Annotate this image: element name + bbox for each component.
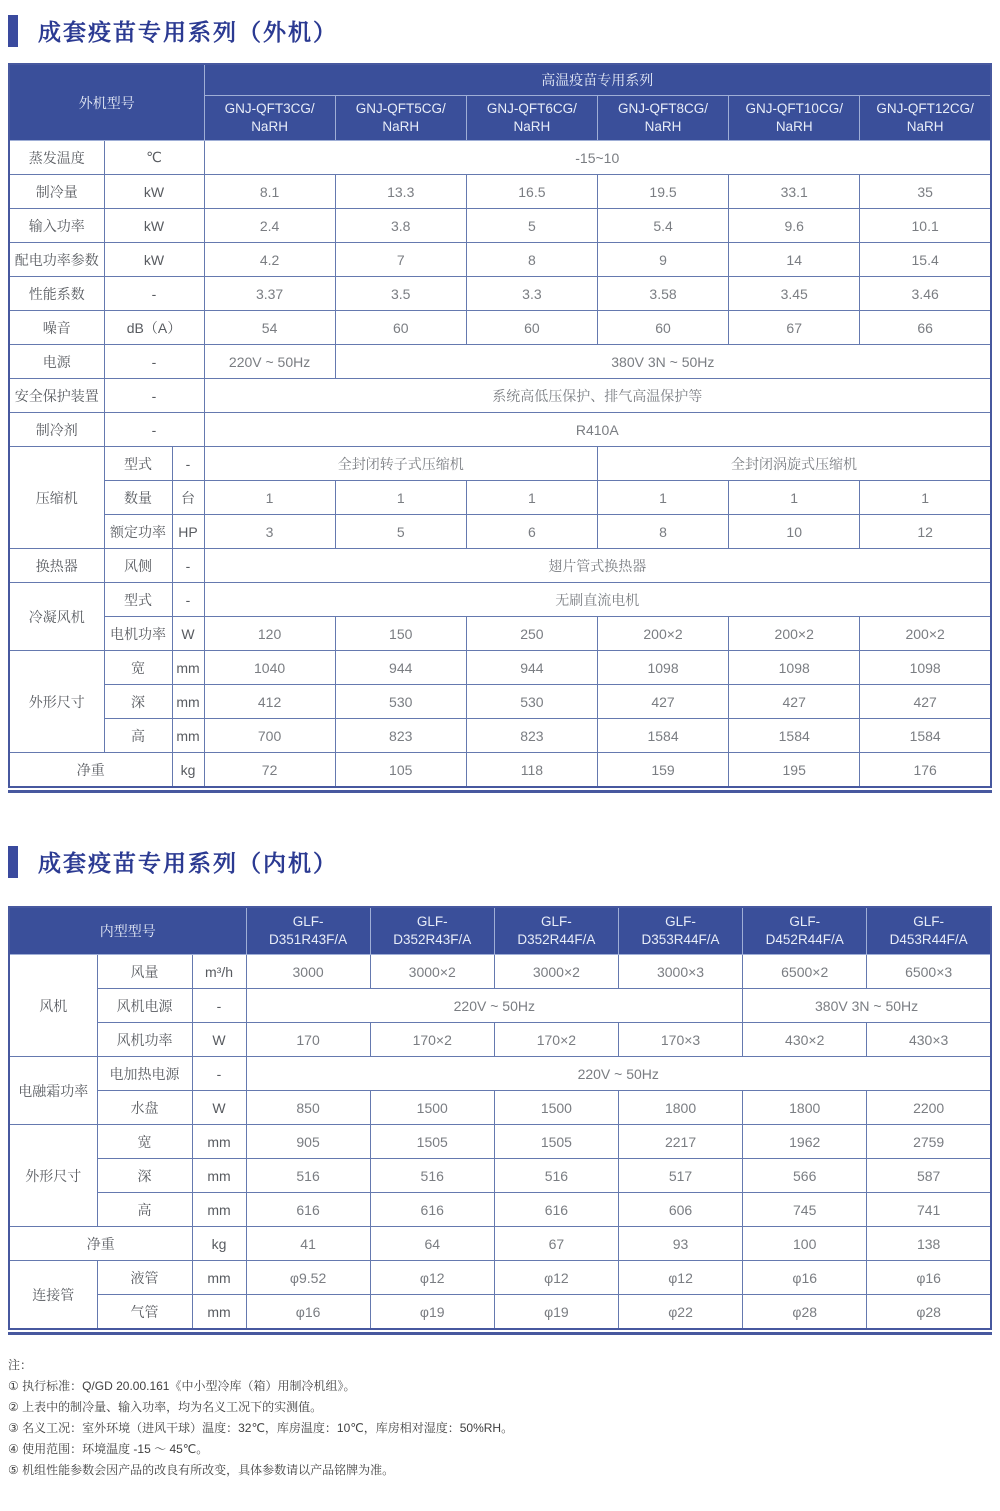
row-unit: kg <box>172 753 204 788</box>
row-unit: W <box>172 617 204 651</box>
value-cell: -15~10 <box>204 141 991 175</box>
value-cell: 1800 <box>618 1091 742 1125</box>
model-header <box>246 907 370 955</box>
indoor-section-title <box>8 845 992 878</box>
outdoor-table-wrap <box>8 63 992 793</box>
value-cell: 3.8 <box>335 209 466 243</box>
value-cell: 105 <box>335 753 466 788</box>
row-unit: kg <box>192 1227 246 1261</box>
value-cell: 170×3 <box>618 1023 742 1057</box>
footnote-title: 注： <box>8 1358 33 1372</box>
value-cell: 66 <box>860 311 991 345</box>
footnote-item: ④ 使用范围：环境温度 -15 ～ 45℃。 <box>8 1442 209 1456</box>
series-header: 高温疫苗专用系列 <box>204 64 991 96</box>
row-unit: - <box>104 345 204 379</box>
row-airflow <box>9 955 991 989</box>
sub-label: 风量 <box>97 955 192 989</box>
row-dim-width <box>9 1125 991 1159</box>
value-cell: 430×2 <box>743 1023 867 1057</box>
value-cell: 7 <box>335 243 466 277</box>
model-header <box>370 907 494 955</box>
row-compressor-qty <box>9 481 991 515</box>
value-cell: 944 <box>335 651 466 685</box>
model-header <box>729 96 860 141</box>
value-cell: 6 <box>466 515 597 549</box>
value-cell: 8 <box>597 515 728 549</box>
value-cell: 3000×3 <box>618 955 742 989</box>
value-cell: 1584 <box>729 719 860 753</box>
row-unit: kW <box>104 209 204 243</box>
value-cell: 120 <box>204 617 335 651</box>
value-cell: 517 <box>618 1159 742 1193</box>
value-cell: 1 <box>204 481 335 515</box>
sub-label: 电机功率 <box>104 617 172 651</box>
value-cell: 3.46 <box>860 277 991 311</box>
row-power-supply <box>9 345 991 379</box>
value-cell: 1 <box>860 481 991 515</box>
value-cell: 823 <box>335 719 466 753</box>
row-unit: mm <box>192 1159 246 1193</box>
sub-label: 数量 <box>104 481 172 515</box>
value-cell: 2759 <box>867 1125 991 1159</box>
row-net-weight <box>9 753 991 788</box>
value-cell: 35 <box>860 175 991 209</box>
group-label: 外形尺寸 <box>9 651 104 753</box>
row-label: 制冷剂 <box>9 413 104 447</box>
model-line1: GLF- <box>789 913 821 929</box>
title-accent-bar <box>8 15 18 47</box>
row-label: 净重 <box>9 1227 192 1261</box>
value-cell: 93 <box>618 1227 742 1261</box>
group-label: 压缩机 <box>9 447 104 549</box>
row-label: 配电功率参数 <box>9 243 104 277</box>
model-line2: NaRH <box>644 119 682 134</box>
value-cell: 3000 <box>246 955 370 989</box>
value-cell: 1800 <box>743 1091 867 1125</box>
model-line1: GNJ-QFT5CG/ <box>355 100 446 116</box>
row-fan-power-supply <box>9 989 991 1023</box>
model-line1: GLF- <box>541 913 572 929</box>
row-dim-depth <box>9 685 991 719</box>
row-unit: mm <box>192 1261 246 1295</box>
model-line1: GLF- <box>665 913 696 929</box>
value-cell: 2.4 <box>204 209 335 243</box>
value-cell: 16.5 <box>466 175 597 209</box>
row-input-power <box>9 209 991 243</box>
value-cell: 380V 3N ~ 50Hz <box>743 989 991 1023</box>
row-unit: W <box>192 1091 246 1125</box>
sub-label: 宽 <box>104 651 172 685</box>
value-cell: 1505 <box>494 1125 618 1159</box>
value-cell: 850 <box>246 1091 370 1125</box>
sub-label: 气管 <box>97 1295 192 1330</box>
group-label: 冷凝风机 <box>9 583 104 651</box>
value-cell: 1584 <box>860 719 991 753</box>
sub-label: 型式 <box>104 583 172 617</box>
value-cell: 427 <box>729 685 860 719</box>
sub-label: 风机功率 <box>97 1023 192 1057</box>
row-dim-depth <box>9 1159 991 1193</box>
value-cell: 5 <box>466 209 597 243</box>
row-unit: - <box>104 379 204 413</box>
row-compressor-hp <box>9 515 991 549</box>
row-unit: mm <box>192 1193 246 1227</box>
sub-label: 高 <box>97 1193 192 1227</box>
value-cell: φ19 <box>370 1295 494 1330</box>
value-cell: 587 <box>867 1159 991 1193</box>
model-line1: GLF- <box>913 913 945 929</box>
row-unit: 台 <box>172 481 204 515</box>
value-cell: 12 <box>860 515 991 549</box>
page-title-indoor: 成套疫苗专用系列（内机） <box>38 850 338 876</box>
model-line1: GNJ-QFT8CG/ <box>618 100 709 116</box>
row-dim-height <box>9 1193 991 1227</box>
value-cell: 380V 3N ~ 50Hz <box>335 345 991 379</box>
model-header <box>494 907 618 955</box>
value-cell: 700 <box>204 719 335 753</box>
value-cell: 516 <box>494 1159 618 1193</box>
value-cell: 13.3 <box>335 175 466 209</box>
group-label: 电融霜功率 <box>9 1057 97 1125</box>
sub-label: 风机电源 <box>97 989 192 1023</box>
value-cell: 64 <box>370 1227 494 1261</box>
page-title-outdoor: 成套疫苗专用系列（外机） <box>38 19 338 45</box>
row-dim-width <box>9 651 991 685</box>
value-cell: 2200 <box>867 1091 991 1125</box>
outdoor-header-row-1 <box>9 64 991 96</box>
indoor-table-wrap <box>8 906 992 1335</box>
model-line2: D352R43F/A <box>393 932 472 947</box>
value-cell: 翅片管式换热器 <box>204 549 991 583</box>
value-cell: 41 <box>246 1227 370 1261</box>
model-line2: D453R44F/A <box>889 932 968 947</box>
row-compressor-type <box>9 447 991 481</box>
value-cell: 220V ~ 50Hz <box>246 1057 991 1091</box>
footnote-item: ⑤ 机组性能参数会因产品的改良有所改变，具体参数请以产品铭牌为准。 <box>8 1463 395 1477</box>
value-cell: 530 <box>335 685 466 719</box>
value-cell: 4.2 <box>204 243 335 277</box>
value-cell: 15.4 <box>860 243 991 277</box>
value-cell: 1500 <box>494 1091 618 1125</box>
value-cell: φ22 <box>618 1295 742 1330</box>
row-unit: mm <box>192 1295 246 1330</box>
value-cell: 6500×3 <box>867 955 991 989</box>
value-cell: 427 <box>860 685 991 719</box>
value-cell: 1 <box>597 481 728 515</box>
value-cell: 33.1 <box>729 175 860 209</box>
value-cell: 170×2 <box>370 1023 494 1057</box>
value-cell: 516 <box>246 1159 370 1193</box>
value-cell: 200×2 <box>860 617 991 651</box>
row-unit: mm <box>172 685 204 719</box>
value-cell: 138 <box>867 1227 991 1261</box>
row-unit: kW <box>104 175 204 209</box>
row-condenser-fan-type <box>9 583 991 617</box>
row-drain-pan <box>9 1091 991 1125</box>
value-cell: 8.1 <box>204 175 335 209</box>
value-cell: 67 <box>729 311 860 345</box>
value-cell: 170 <box>246 1023 370 1057</box>
row-safety-protection <box>9 379 991 413</box>
value-cell: 3.45 <box>729 277 860 311</box>
model-header <box>618 907 742 955</box>
value-cell: 200×2 <box>597 617 728 651</box>
row-label: 噪音 <box>9 311 104 345</box>
model-line1: GLF- <box>292 913 324 929</box>
outdoor-spec-table <box>8 63 992 788</box>
model-line2: NaRH <box>251 119 288 134</box>
row-refrigerant <box>9 413 991 447</box>
row-unit: - <box>192 989 246 1023</box>
row-cooling-capacity <box>9 175 991 209</box>
model-line2: D452R44F/A <box>765 932 844 947</box>
sub-label: 高 <box>104 719 172 753</box>
row-unit: dB（A） <box>104 311 204 345</box>
value-cell: 无刷直流电机 <box>204 583 991 617</box>
value-cell: 67 <box>494 1227 618 1261</box>
value-cell: 60 <box>335 311 466 345</box>
model-line2: NaRH <box>513 119 551 134</box>
value-cell: 616 <box>494 1193 618 1227</box>
row-heater-power-supply <box>9 1057 991 1091</box>
value-cell: 170×2 <box>494 1023 618 1057</box>
value-cell: 54 <box>204 311 335 345</box>
title-accent-bar <box>8 846 18 878</box>
value-cell: 530 <box>466 685 597 719</box>
model-line2: D353R44F/A <box>641 932 720 947</box>
value-cell: φ12 <box>370 1261 494 1295</box>
value-cell: 118 <box>466 753 597 788</box>
sub-label: 深 <box>97 1159 192 1193</box>
corner-header: 外机型号 <box>9 64 204 141</box>
value-cell: 430×3 <box>867 1023 991 1057</box>
value-cell: 1962 <box>743 1125 867 1159</box>
group-label: 连接管 <box>9 1261 97 1330</box>
row-label: 安全保护装置 <box>9 379 104 413</box>
value-cell: 159 <box>597 753 728 788</box>
value-cell: 195 <box>729 753 860 788</box>
outdoor-section-title <box>8 14 992 47</box>
row-label: 输入功率 <box>9 209 104 243</box>
value-cell: φ9.52 <box>246 1261 370 1295</box>
row-unit: mm <box>172 719 204 753</box>
value-cell: φ19 <box>494 1295 618 1330</box>
value-cell: 60 <box>597 311 728 345</box>
value-cell: 19.5 <box>597 175 728 209</box>
footnote-item: ① 执行标准：Q/GD 20.00.161《中小型冷库（箱）用制冷机组》。 <box>8 1379 356 1393</box>
row-distribution-power <box>9 243 991 277</box>
footnotes <box>8 1355 992 1481</box>
model-line1: GNJ-QFT12CG/ <box>876 100 974 116</box>
group-label: 外形尺寸 <box>9 1125 97 1227</box>
model-header <box>867 907 991 955</box>
value-cell: 1098 <box>729 651 860 685</box>
indoor-spec-table <box>8 906 992 1330</box>
value-cell: 8 <box>466 243 597 277</box>
row-unit: ℃ <box>104 141 204 175</box>
model-line2: NaRH <box>906 119 944 134</box>
value-cell: 944 <box>466 651 597 685</box>
value-cell: 1500 <box>370 1091 494 1125</box>
value-cell: 6500×2 <box>743 955 867 989</box>
sub-label: 水盘 <box>97 1091 192 1125</box>
model-line1: GNJ-QFT3CG/ <box>224 100 315 116</box>
value-cell: 741 <box>867 1193 991 1227</box>
row-label: 电源 <box>9 345 104 379</box>
row-dim-height <box>9 719 991 753</box>
model-header <box>597 96 728 141</box>
value-cell: 1 <box>729 481 860 515</box>
value-cell: 1098 <box>597 651 728 685</box>
value-cell: 1098 <box>860 651 991 685</box>
model-line2: D352R44F/A <box>517 932 596 947</box>
sub-label: 型式 <box>104 447 172 481</box>
value-cell: 250 <box>466 617 597 651</box>
value-cell: 9.6 <box>729 209 860 243</box>
row-unit: - <box>172 549 204 583</box>
value-cell: φ28 <box>743 1295 867 1330</box>
value-cell: 系统高低压保护、排气高温保护等 <box>204 379 991 413</box>
model-line2: NaRH <box>775 119 813 134</box>
row-unit: mm <box>172 651 204 685</box>
value-cell: 616 <box>370 1193 494 1227</box>
sub-label: 额定功率 <box>104 515 172 549</box>
value-cell: 10 <box>729 515 860 549</box>
row-unit: - <box>192 1057 246 1091</box>
footnote-item: ③ 名义工况：室外环境（进风干球）温度：32℃，库房温度：10℃，库房相对湿度：50%RH。 <box>8 1421 514 1435</box>
row-unit: - <box>172 447 204 481</box>
value-cell: 220V ~ 50Hz <box>246 989 743 1023</box>
row-label: 换热器 <box>9 549 104 583</box>
value-cell: 5 <box>335 515 466 549</box>
value-cell: 10.1 <box>860 209 991 243</box>
value-cell: 3.5 <box>335 277 466 311</box>
value-cell: 905 <box>246 1125 370 1159</box>
row-unit: - <box>172 583 204 617</box>
value-cell: 100 <box>743 1227 867 1261</box>
value-cell: φ16 <box>246 1295 370 1330</box>
value-cell: φ16 <box>743 1261 867 1295</box>
corner-header: 内型型号 <box>9 907 246 955</box>
row-unit: m³/h <box>192 955 246 989</box>
value-cell: 1584 <box>597 719 728 753</box>
model-header <box>204 96 335 141</box>
sub-label: 液管 <box>97 1261 192 1295</box>
value-cell: 606 <box>618 1193 742 1227</box>
value-cell: 412 <box>204 685 335 719</box>
row-label: 制冷量 <box>9 175 104 209</box>
value-cell: 3.58 <box>597 277 728 311</box>
value-cell: 823 <box>466 719 597 753</box>
group-label: 风机 <box>9 955 97 1057</box>
row-liquid-pipe <box>9 1261 991 1295</box>
row-unit: mm <box>192 1125 246 1159</box>
row-condenser-fan-motor <box>9 617 991 651</box>
value-cell: 9 <box>597 243 728 277</box>
row-net-weight <box>9 1227 991 1261</box>
row-unit: - <box>104 277 204 311</box>
sub-label: 电加热电源 <box>97 1057 192 1091</box>
value-cell: φ28 <box>867 1295 991 1330</box>
value-cell: 1040 <box>204 651 335 685</box>
value-cell: 516 <box>370 1159 494 1193</box>
value-cell: 566 <box>743 1159 867 1193</box>
sub-label: 深 <box>104 685 172 719</box>
value-cell: 1 <box>466 481 597 515</box>
value-cell: 1505 <box>370 1125 494 1159</box>
row-unit: - <box>104 413 204 447</box>
row-label: 性能系数 <box>9 277 104 311</box>
model-header <box>743 907 867 955</box>
value-cell: 72 <box>204 753 335 788</box>
value-cell: 3000×2 <box>494 955 618 989</box>
value-cell: 14 <box>729 243 860 277</box>
value-cell: 1 <box>335 481 466 515</box>
row-unit: HP <box>172 515 204 549</box>
value-cell: 全封闭涡旋式压缩机 <box>597 447 991 481</box>
row-evap-temp <box>9 141 991 175</box>
model-line2: D351R43F/A <box>269 932 348 947</box>
value-cell: 150 <box>335 617 466 651</box>
model-header <box>466 96 597 141</box>
value-cell: 全封闭转子式压缩机 <box>204 447 597 481</box>
row-cop <box>9 277 991 311</box>
value-cell: 200×2 <box>729 617 860 651</box>
value-cell: 3.3 <box>466 277 597 311</box>
value-cell: φ16 <box>867 1261 991 1295</box>
model-header <box>860 96 991 141</box>
value-cell: 176 <box>860 753 991 788</box>
value-cell: 616 <box>246 1193 370 1227</box>
value-cell: 3 <box>204 515 335 549</box>
row-label: 净重 <box>9 753 172 788</box>
model-line2: NaRH <box>382 119 420 134</box>
value-cell: 60 <box>466 311 597 345</box>
sub-label: 风侧 <box>104 549 172 583</box>
model-header <box>335 96 466 141</box>
row-gas-pipe <box>9 1295 991 1330</box>
value-cell: 3000×2 <box>370 955 494 989</box>
value-cell: 220V ~ 50Hz <box>204 345 335 379</box>
row-noise <box>9 311 991 345</box>
value-cell: 5.4 <box>597 209 728 243</box>
value-cell: R410A <box>204 413 991 447</box>
value-cell: 2217 <box>618 1125 742 1159</box>
value-cell: φ12 <box>494 1261 618 1295</box>
model-line1: GNJ-QFT6CG/ <box>486 100 577 116</box>
sub-label: 宽 <box>97 1125 192 1159</box>
value-cell: φ12 <box>618 1261 742 1295</box>
row-heat-exchanger <box>9 549 991 583</box>
row-unit: kW <box>104 243 204 277</box>
model-line1: GLF- <box>416 913 448 929</box>
value-cell: 3.37 <box>204 277 335 311</box>
value-cell: 745 <box>743 1193 867 1227</box>
footnote-item: ② 上表中的制冷量、输入功率，均为名义工况下的实测值。 <box>8 1400 323 1414</box>
row-unit: W <box>192 1023 246 1057</box>
indoor-header-row <box>9 907 991 955</box>
row-fan-motor-power <box>9 1023 991 1057</box>
model-line1: GNJ-QFT10CG/ <box>745 100 843 116</box>
row-label: 蒸发温度 <box>9 141 104 175</box>
value-cell: 427 <box>597 685 728 719</box>
